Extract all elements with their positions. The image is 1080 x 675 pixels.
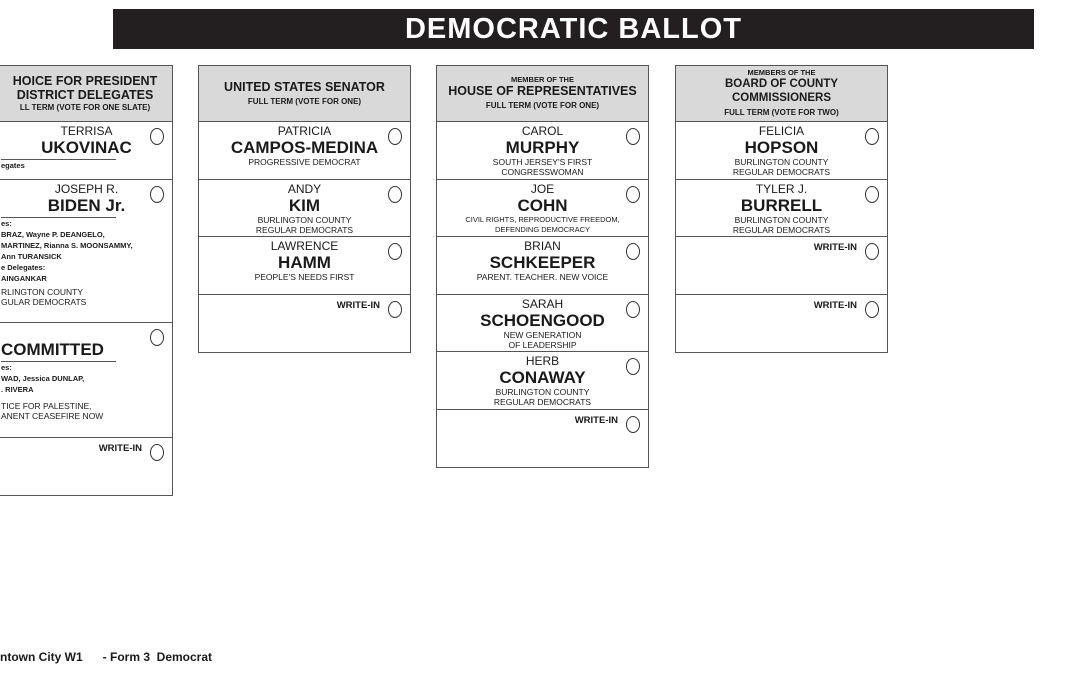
candidate-slogan: NEW GENERATION [503, 329, 582, 340]
column-president [0, 65, 173, 496]
candidate-row [437, 122, 648, 180]
column-term: FULL TERM (VOTE FOR ONE) [485, 101, 600, 110]
candidate-slogan: CONGRESSWOMAN [501, 167, 584, 177]
delegates-label: egates [1, 161, 25, 170]
candidate-last-name: COMMITTED [1, 339, 104, 359]
candidate-slogan: CIVIL RIGHTS, REPRODUCTIVE FREEDOM, [465, 214, 620, 224]
write-in-row [437, 410, 648, 468]
ballot-footer: ntown City W1 - Form 3 Democrat [0, 650, 213, 664]
column-house [436, 65, 649, 468]
write-in-label: WRITE-IN [336, 299, 380, 311]
column-title: BOARD OF COUNTY COMMISSIONERS [724, 78, 839, 104]
write-in-oval[interactable] [626, 416, 640, 433]
write-in-label: WRITE-IN [813, 242, 857, 253]
write-in-label: WRITE-IN [813, 299, 857, 311]
delegates-text: AINGANKAR [1, 273, 47, 283]
column-title-2: DISTRICT DELEGATES [16, 87, 154, 102]
candidate-first-name: TERRISA [60, 124, 113, 138]
candidate-row [0, 122, 172, 180]
write-in-oval[interactable] [150, 444, 164, 461]
candidate-row [199, 122, 410, 180]
column-title: HOUSE OF REPRESENTATIVES [448, 84, 637, 98]
candidate-last-name: HAMM [278, 253, 331, 272]
candidate-slogan: BURLINGTON COUNTY [257, 214, 352, 225]
write-in-label: WRITE-IN [574, 414, 618, 426]
delegates-text: es: [1, 362, 12, 372]
candidate-first-name: SARAH [521, 296, 564, 311]
candidate-slogan: RLINGTON COUNTY [1, 286, 84, 297]
column-county-commissioners [675, 65, 888, 353]
candidate-row [199, 180, 410, 238]
delegates-text: . RIVERA [1, 384, 34, 394]
candidate-row [0, 180, 172, 323]
candidate-row [676, 122, 887, 180]
candidate-slogan: BURLINGTON COUNTY [495, 387, 590, 397]
delegates-text: e Delegates: [1, 262, 46, 272]
ballot-banner: DEMOCRATIC BALLOT [113, 9, 1034, 49]
candidate-last-name: KIM [288, 195, 321, 215]
column-header [199, 66, 410, 122]
candidate-row [437, 295, 648, 353]
candidate-first-name: CAROL [521, 124, 564, 138]
candidate-last-name: CONAWAY [499, 368, 586, 387]
write-in-row [0, 438, 172, 496]
column-title: HOICE FOR PRESIDENT [12, 73, 158, 88]
vote-oval[interactable] [865, 186, 879, 203]
candidate-last-name: SCHKEEPER [489, 253, 596, 272]
candidate-last-name: UKOVINAC [41, 138, 132, 157]
candidate-slogan: GULAR DEMOCRATS [1, 296, 87, 307]
column-header [0, 66, 172, 122]
vote-oval[interactable] [150, 186, 164, 203]
vote-oval[interactable] [150, 329, 164, 346]
write-in-oval[interactable] [865, 301, 879, 318]
write-in-row [676, 237, 887, 295]
write-in-row [199, 295, 410, 353]
candidate-slogan: REGULAR DEMOCRATS [732, 224, 831, 235]
candidate-first-name: JOSEPH R. [54, 181, 119, 196]
candidate-slogan: OF LEADERSHIP [508, 339, 577, 350]
vote-oval[interactable] [626, 301, 640, 318]
candidate-first-name: FELICIA [758, 124, 805, 138]
candidate-last-name: SCHOENGOOD [480, 310, 605, 330]
vote-oval[interactable] [865, 128, 879, 145]
column-pretitle: MEMBER OF THE [511, 75, 574, 84]
candidate-first-name: PATRICIA [277, 124, 332, 138]
vote-oval[interactable] [626, 186, 640, 203]
candidate-last-name: HOPSON [744, 138, 819, 157]
write-in-row [676, 295, 887, 353]
write-in-oval[interactable] [865, 243, 879, 260]
candidate-row [437, 180, 648, 238]
candidate-slogan: ANENT CEASEFIRE NOW [1, 410, 104, 421]
vote-oval[interactable] [388, 243, 402, 260]
vote-oval[interactable] [626, 358, 640, 375]
column-term: FULL TERM (VOTE FOR TWO) [724, 108, 839, 117]
candidate-slogan: BURLINGTON COUNTY [734, 157, 829, 167]
candidate-slogan: BURLINGTON COUNTY [734, 214, 829, 225]
candidate-last-name: BURRELL [740, 195, 823, 215]
candidate-slogan: SOUTH JERSEY'S FIRST [492, 157, 593, 167]
candidate-first-name: HERB [525, 354, 560, 368]
candidate-slogan: PARENT. TEACHER. NEW VOICE [476, 272, 609, 282]
delegates-text: es: [1, 218, 12, 228]
delegates-text: BRAZ, Wayne P. DEANGELO, [1, 229, 105, 239]
candidate-row [0, 323, 172, 438]
column-term: FULL TERM (VOTE FOR ONE) [247, 96, 362, 106]
candidate-last-name: BIDEN Jr. [47, 195, 126, 215]
vote-oval[interactable] [388, 186, 402, 203]
column-term: LL TERM (VOTE FOR ONE SLATE) [19, 102, 151, 112]
candidate-slogan: PROGRESSIVE DEMOCRAT [248, 157, 361, 167]
candidate-slogan: REGULAR DEMOCRATS [255, 224, 354, 235]
column-title: UNITED STATES SENATOR [224, 79, 385, 94]
candidate-slogan: REGULAR DEMOCRATS [493, 397, 592, 407]
candidate-first-name: ANDY [287, 181, 322, 196]
candidate-first-name: JOE [530, 181, 555, 196]
candidate-first-name: BRIAN [524, 239, 561, 253]
delegates-text: WAD, Jessica DUNLAP, [1, 373, 85, 383]
candidate-last-name: MURPHY [505, 138, 580, 157]
candidate-row [199, 237, 410, 295]
candidate-row [676, 180, 887, 238]
candidate-last-name: CAMPOS-MEDINA [230, 138, 379, 157]
candidate-row [437, 352, 648, 410]
column-us-senator [198, 65, 411, 353]
vote-oval[interactable] [388, 128, 402, 145]
candidate-slogan: PEOPLE'S NEEDS FIRST [254, 272, 355, 282]
delegates-text: Ann TURANSICK [1, 251, 62, 261]
column-header [437, 66, 648, 122]
candidate-slogan: TICE FOR PALESTINE, [1, 400, 92, 411]
vote-oval[interactable] [626, 128, 640, 145]
column-pretitle: MEMBERS OF THE [747, 68, 816, 77]
vote-oval[interactable] [626, 243, 640, 260]
candidate-slogan: DEFENDING DEMOCRACY [494, 224, 590, 234]
write-in-label: WRITE-IN [98, 442, 142, 454]
write-in-oval[interactable] [388, 301, 402, 318]
candidate-first-name: LAWRENCE [270, 239, 339, 253]
delegates-text: MARTINEZ, Rianna S. MOONSAMMY, [1, 240, 133, 250]
candidate-first-name: TYLER J. [755, 181, 808, 196]
candidate-last-name: COHN [517, 195, 568, 215]
candidate-row [437, 237, 648, 295]
column-header [676, 66, 887, 122]
candidate-slogan: REGULAR DEMOCRATS [732, 167, 831, 177]
vote-oval[interactable] [150, 128, 164, 145]
